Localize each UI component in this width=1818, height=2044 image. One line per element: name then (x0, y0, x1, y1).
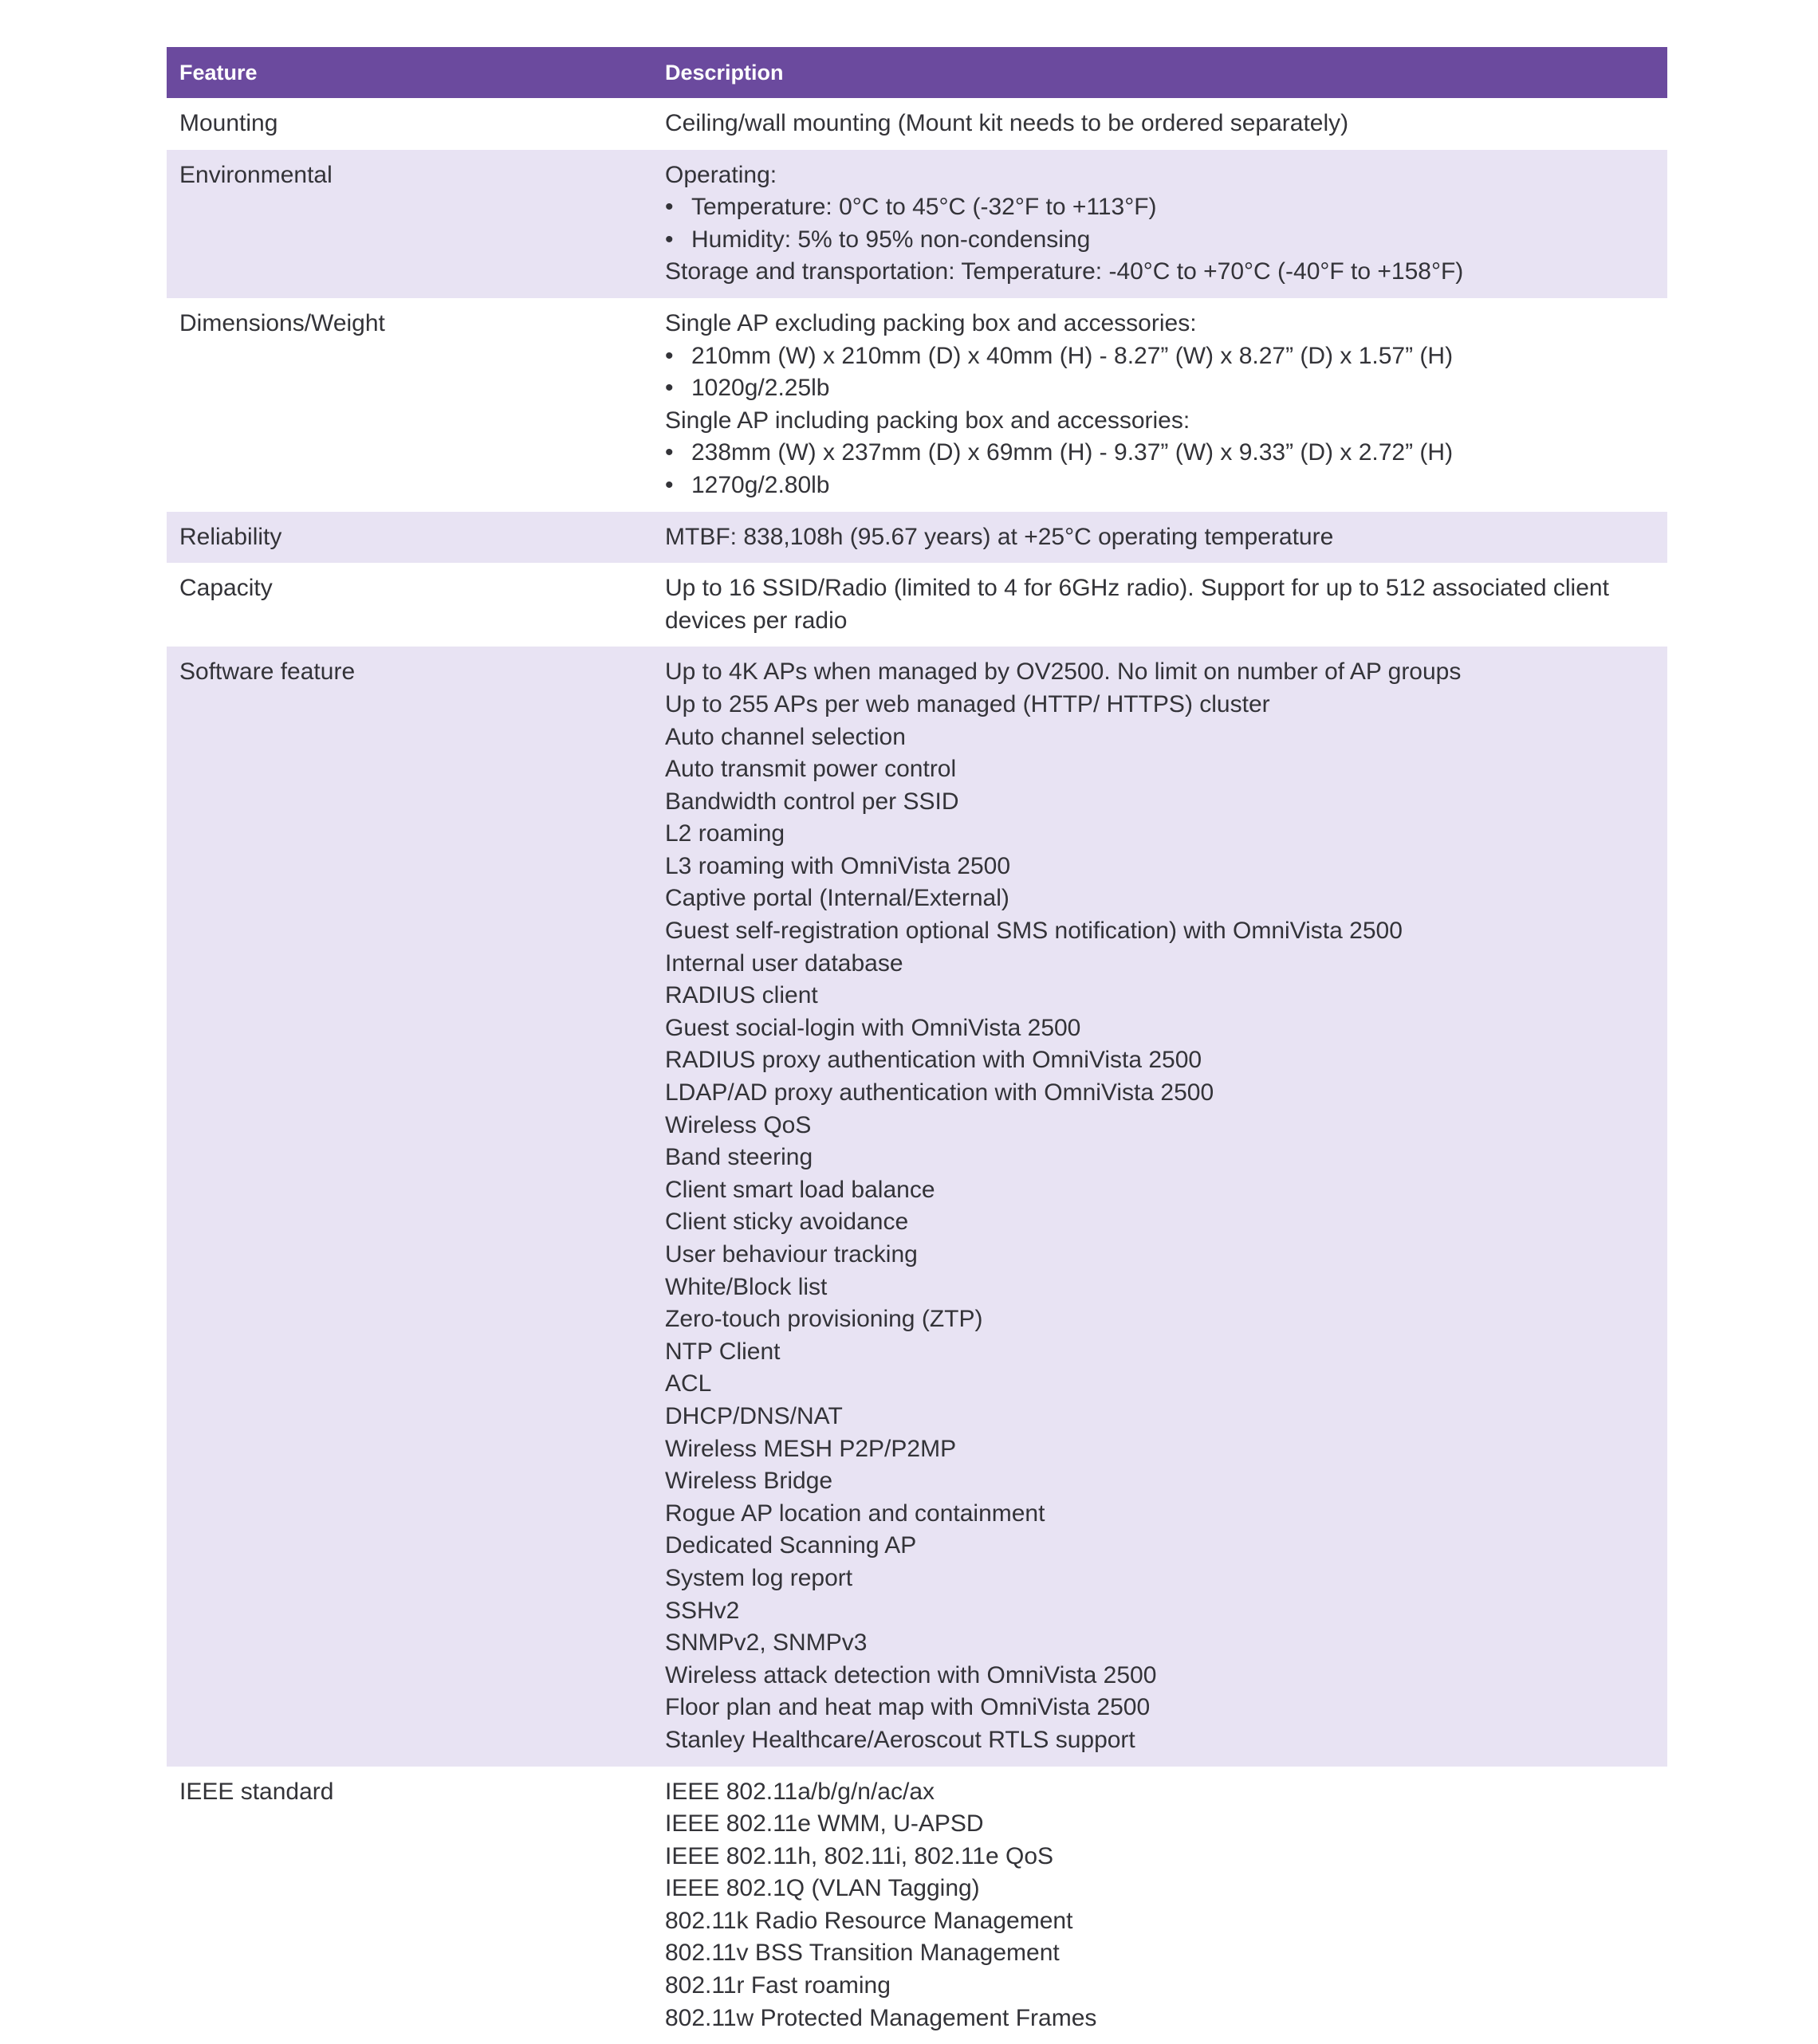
description-line: Client smart load balance (665, 1174, 1655, 1207)
feature-cell: Software feature (167, 647, 652, 1766)
description-line: User behaviour tracking (665, 1239, 1655, 1272)
description-line: RADIUS proxy authentication with OmniVista 2500 (665, 1044, 1655, 1077)
description-cell (652, 647, 1667, 1766)
description-cell (652, 298, 1667, 512)
table-header (167, 47, 1667, 98)
description-line: Bandwidth control per SSID (665, 786, 1655, 819)
description-cell (652, 150, 1667, 298)
table-row (167, 512, 1667, 564)
spec-table (167, 47, 1667, 2044)
description-line: Wireless QoS (665, 1110, 1655, 1142)
table-row (167, 1767, 1667, 2044)
description-line: L3 roaming with OmniVista 2500 (665, 851, 1655, 883)
table-row (167, 150, 1667, 298)
description-line: Up to 4K APs when managed by OV2500. No limit on number of AP groups (665, 656, 1655, 689)
description-line: IEEE 802.11a/b/g/n/ac/ax (665, 1776, 1655, 1809)
description-line: Single AP excluding packing box and accessories: (665, 308, 1655, 340)
description-line: NTP Client (665, 1336, 1655, 1369)
description-line: Client sticky avoidance (665, 1206, 1655, 1239)
table-row (167, 98, 1667, 150)
description-line: Up to 16 SSID/Radio (limited to 4 for 6GHz radio). Support for up to 512 associated client devices per radio (665, 572, 1655, 637)
description-line: 802.11w Protected Management Frames (665, 2003, 1655, 2035)
description-cell (652, 563, 1667, 647)
description-line: Floor plan and heat map with OmniVista 2500 (665, 1692, 1655, 1724)
feature-cell: Reliability (167, 512, 652, 564)
description-cell (652, 512, 1667, 564)
description-line: IEEE 802.11h, 802.11i, 802.11e QoS (665, 1841, 1655, 1873)
description-bullet-item: • Humidity: 5% to 95% non-condensing (665, 224, 1655, 257)
feature-cell: Mounting (167, 98, 652, 150)
feature-cell: Capacity (167, 563, 652, 647)
description-line: Auto channel selection (665, 721, 1655, 754)
description-cell (652, 1767, 1667, 2044)
description-line: Guest social-login with OmniVista 2500 (665, 1012, 1655, 1045)
description-line: Dedicated Scanning AP (665, 1530, 1655, 1562)
header-row (167, 47, 1667, 98)
description-line: Rogue AP location and containment (665, 1498, 1655, 1531)
description-line: Up to 255 APs per web managed (HTTP/ HTTPS) cluster (665, 689, 1655, 721)
feature-cell: Environmental (167, 150, 652, 298)
description-line: Band steering (665, 1142, 1655, 1174)
description-line: L2 roaming (665, 818, 1655, 851)
description-line: Wireless MESH P2P/P2MP (665, 1433, 1655, 1466)
header-feature: Feature (167, 47, 652, 98)
description-line: 802.11v BSS Transition Management (665, 1937, 1655, 1970)
description-line: 802.11r Fast roaming (665, 1970, 1655, 2003)
header-description: Description (652, 47, 1667, 98)
description-cell (652, 98, 1667, 150)
description-line: Internal user database (665, 948, 1655, 981)
description-bullet-item: • 238mm (W) x 237mm (D) x 69mm (H) - 9.37” (W) x 9.33” (D) x 2.72” (H) (665, 437, 1655, 470)
description-line: Auto transmit power control (665, 753, 1655, 786)
table-row (167, 563, 1667, 647)
table-body (167, 98, 1667, 2044)
description-line: Ceiling/wall mounting (Mount kit needs to be ordered separately) (665, 108, 1655, 140)
description-line: Wireless attack detection with OmniVista 2500 (665, 1660, 1655, 1692)
description-line: Zero-touch provisioning (ZTP) (665, 1303, 1655, 1336)
description-line: SSHv2 (665, 1595, 1655, 1628)
description-line: White/Block list (665, 1272, 1655, 1304)
description-bullet-item: • 210mm (W) x 210mm (D) x 40mm (H) - 8.27” (W) x 8.27” (D) x 1.57” (H) (665, 340, 1655, 373)
description-line: MTBF: 838,108h (95.67 years) at +25°C operating temperature (665, 521, 1655, 554)
description-line: Single AP including packing box and accessories: (665, 405, 1655, 438)
description-line: Guest self-registration optional SMS notification) with OmniVista 2500 (665, 915, 1655, 948)
description-line: ACL (665, 1368, 1655, 1401)
description-line: SNMPv2, SNMPv3 (665, 1627, 1655, 1660)
description-line: Storage and transportation: Temperature: -40°C to +70°C (-40°F to +158°F) (665, 256, 1655, 289)
description-bullet-item: • 1020g/2.25lb (665, 372, 1655, 405)
description-line: System log report (665, 1562, 1655, 1595)
feature-cell: Dimensions/Weight (167, 298, 652, 512)
table-row (167, 298, 1667, 512)
description-line: RADIUS client (665, 980, 1655, 1012)
description-line: LDAP/AD proxy authentication with OmniVista 2500 (665, 1077, 1655, 1110)
description-bullet-item: • Temperature: 0°C to 45°C (-32°F to +113°F) (665, 191, 1655, 224)
description-line: 802.11k Radio Resource Management (665, 1905, 1655, 1938)
description-line: Operating: (665, 159, 1655, 192)
description-line: Captive portal (Internal/External) (665, 882, 1655, 915)
description-line: Stanley Healthcare/Aeroscout RTLS support (665, 1724, 1655, 1757)
description-line: DHCP/DNS/NAT (665, 1401, 1655, 1433)
feature-cell: IEEE standard (167, 1767, 652, 2044)
description-line: IEEE 802.11e WMM, U-APSD (665, 1808, 1655, 1841)
description-line: Wireless Bridge (665, 1465, 1655, 1498)
description-line: IEEE 802.1Q (VLAN Tagging) (665, 1873, 1655, 1905)
table-row (167, 647, 1667, 1766)
description-bullet-item: • 1270g/2.80lb (665, 470, 1655, 502)
